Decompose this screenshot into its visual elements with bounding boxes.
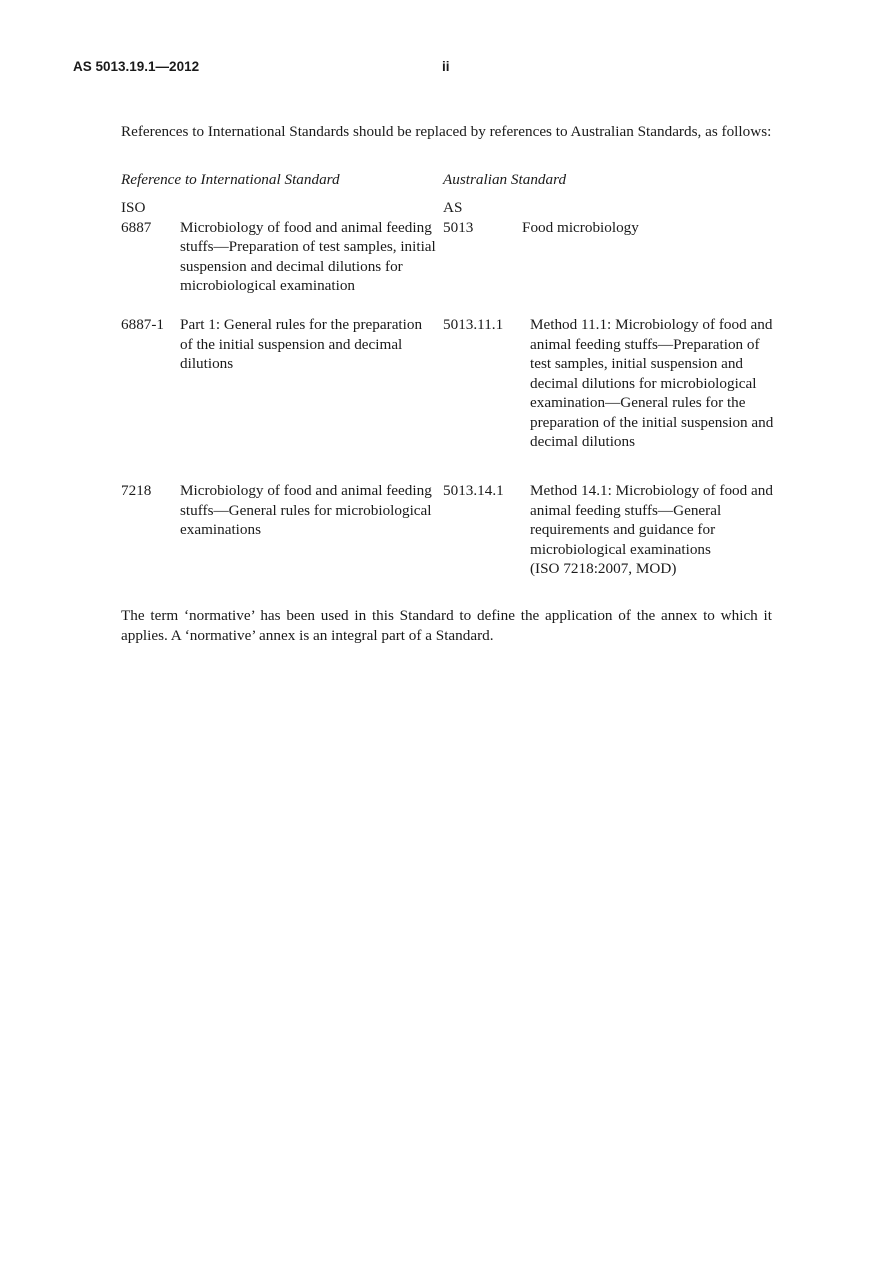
page-number: ii	[442, 59, 450, 74]
intro-paragraph: References to International Standards should be replaced by references to Australian Standards, as follows:	[121, 123, 772, 140]
column-heading-australian: Australian Standard	[443, 171, 567, 188]
table-row	[121, 315, 781, 481]
as-title-block	[530, 481, 775, 579]
closing-paragraph: The term ‘normative’ has been used in this Standard to define the application of the annex to which it applies. A ‘normative’ annex is an integral part of a Standard.	[121, 607, 772, 644]
iso-number: 7218	[121, 482, 152, 499]
as-number: 5013	[443, 218, 474, 236]
iso-title: Part 1: General rules for the preparation of the initial suspension and decimal dilutions	[180, 316, 423, 372]
as-title: Method 14.1: Microbiology of food and animal feeding stuffs—General requirements and guidance for microbiological examinations	[530, 482, 773, 558]
iso-number: 6887-1	[121, 316, 165, 333]
as-title: Method 11.1: Microbiology of food and animal feeding stuffs—Preparation of test samples, initial suspension and decimal dilutions for microbiological examination—General rules for the preparation of the initial suspension and decimal dilutions	[530, 316, 774, 450]
iso-label: ISO	[121, 199, 146, 216]
table-row	[121, 218, 781, 316]
reference-table	[121, 198, 781, 605]
as-note: (ISO 7218:2007, MOD)	[530, 560, 677, 577]
as-label: AS	[443, 199, 463, 216]
as-number: 5013.14.1	[443, 482, 504, 499]
column-heading-international: Reference to International Standard	[121, 171, 340, 188]
document-id: AS 5013.19.1—2012	[73, 59, 200, 74]
iso-number: 6887	[121, 218, 152, 236]
table-label-row	[121, 198, 781, 218]
as-number: 5013.11.1	[443, 316, 504, 333]
as-title: Food microbiology	[522, 218, 639, 236]
table-row	[121, 481, 781, 605]
iso-title: Microbiology of food and animal feeding stuffs—Preparation of test samples, initial suspension and decimal dilutions for microbiological examination	[180, 218, 436, 294]
iso-title: Microbiology of food and animal feeding stuffs—General rules for microbiological examinations	[180, 482, 432, 538]
